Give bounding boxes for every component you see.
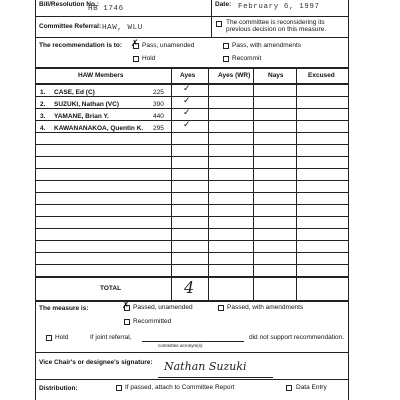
recommitted-checkbox[interactable] (124, 319, 130, 325)
committee-acronym-caption: committee acronym(s) (158, 343, 203, 348)
table-row-line (36, 132, 348, 133)
hold-checkbox[interactable] (133, 56, 139, 62)
signature-value: Nathan Suzuki (164, 360, 247, 373)
data-entry-checkbox[interactable] (286, 385, 292, 391)
table-row-line (36, 108, 348, 109)
measure-label: The measure is: (39, 305, 89, 312)
pass-amendments-checkbox[interactable] (223, 43, 229, 49)
member-name: SUZUKI, Nathan (VC) (54, 101, 119, 108)
option-label: Passed, with amendments (227, 304, 304, 311)
bill-label: Bill/Resolution No.: (39, 1, 99, 8)
option-label: Hold (142, 55, 156, 62)
member-room: 390 (153, 101, 164, 108)
row-divider (36, 37, 348, 38)
table-row-line (36, 252, 348, 253)
table-row-line (36, 120, 348, 121)
member-name: CASE, Ed (C) (54, 89, 95, 96)
option-label: Recommitted (133, 318, 172, 325)
table-column-line (253, 67, 254, 300)
table-row-line (36, 156, 348, 157)
row-divider (36, 352, 348, 353)
member-number: 1. (40, 89, 46, 96)
vote-check-icon: ✓ (183, 96, 191, 106)
member-room: 225 (153, 89, 164, 96)
option-label: Passed, unamended (133, 304, 193, 311)
member-room: 440 (153, 113, 164, 120)
member-number: 4. (40, 125, 46, 132)
table-row-line (36, 192, 348, 193)
bill-value[interactable]: HB 1746 (88, 5, 124, 13)
hold-checkbox[interactable] (46, 335, 52, 341)
header-underline (36, 83, 348, 85)
referral-label: Committee Referral: (39, 23, 102, 30)
option-label: Pass, unamended (142, 42, 195, 49)
table-row-line (36, 216, 348, 217)
table-row-line (36, 204, 348, 205)
recommendation-label: The recommendation is to: (39, 42, 123, 49)
vote-check-icon: ✓ (183, 108, 191, 118)
header-divider (211, 16, 212, 37)
row-divider (36, 379, 348, 380)
referral-value[interactable]: HAW, WLU (102, 24, 143, 32)
passed-amendments-checkbox[interactable] (218, 305, 224, 311)
attach-report-checkbox[interactable] (116, 385, 122, 391)
table-row-line (36, 180, 348, 181)
reconsider-checkbox[interactable] (216, 21, 222, 27)
table-row-line (36, 264, 348, 265)
member-number: 2. (40, 101, 46, 108)
total-label: TOTAL (100, 285, 122, 292)
distribution-option: If passed, attach to Committee Report (125, 384, 235, 391)
column-header-ayes: Ayes (180, 72, 196, 79)
table-column-line (208, 67, 209, 300)
check-mark-icon: ✗ (122, 301, 130, 311)
table-row-line (36, 96, 348, 97)
joint-referral-text: If joint referral, (90, 334, 132, 341)
column-header-excused: Excused (308, 72, 335, 79)
column-header-ayes-wr: Ayes (WR) (218, 72, 251, 79)
table-row-line (36, 240, 348, 241)
section-divider (36, 67, 348, 69)
vote-check-icon: ✓ (183, 84, 191, 94)
reconsider-text: previous decision on this measure. (226, 26, 327, 33)
distribution-option: Data Entry (296, 384, 327, 391)
option-label: Hold (55, 334, 69, 341)
distribution-label: Distribution: (39, 385, 78, 392)
table-row-line (36, 144, 348, 145)
date-value[interactable]: February 6, 1997 (238, 3, 320, 11)
section-divider (36, 300, 348, 302)
header-divider (211, 0, 212, 16)
check-mark-icon: ✗ (131, 39, 139, 49)
table-column-line (171, 67, 172, 300)
row-divider (36, 16, 348, 17)
signature-label: Vice Chair's or designee's signature: (39, 359, 153, 366)
total-ayes-value[interactable]: 4 (184, 278, 195, 297)
recommit-checkbox[interactable] (223, 56, 229, 62)
member-room: 295 (153, 125, 164, 132)
signature-line[interactable] (158, 377, 273, 378)
column-header-members: HAW Members (78, 72, 124, 79)
vote-record-form (35, 0, 349, 400)
date-label: Date: (215, 1, 232, 8)
table-row-line (36, 228, 348, 229)
member-number: 3. (40, 113, 46, 120)
table-column-line (296, 67, 297, 300)
column-header-nays: Nays (268, 72, 284, 79)
table-row-line (36, 168, 348, 169)
reconsider-text: The committee is reconsidering its (226, 19, 325, 26)
member-name: YAMANE, Brian Y. (54, 113, 109, 120)
option-label: Recommit (232, 55, 262, 62)
did-not-support-text: did not support recommendation. (249, 334, 345, 341)
option-label: Pass, with amendments (232, 42, 302, 49)
vote-check-icon: ✓ (183, 120, 191, 130)
member-name: KAWANANAKOA, Quentin K. (54, 125, 144, 132)
